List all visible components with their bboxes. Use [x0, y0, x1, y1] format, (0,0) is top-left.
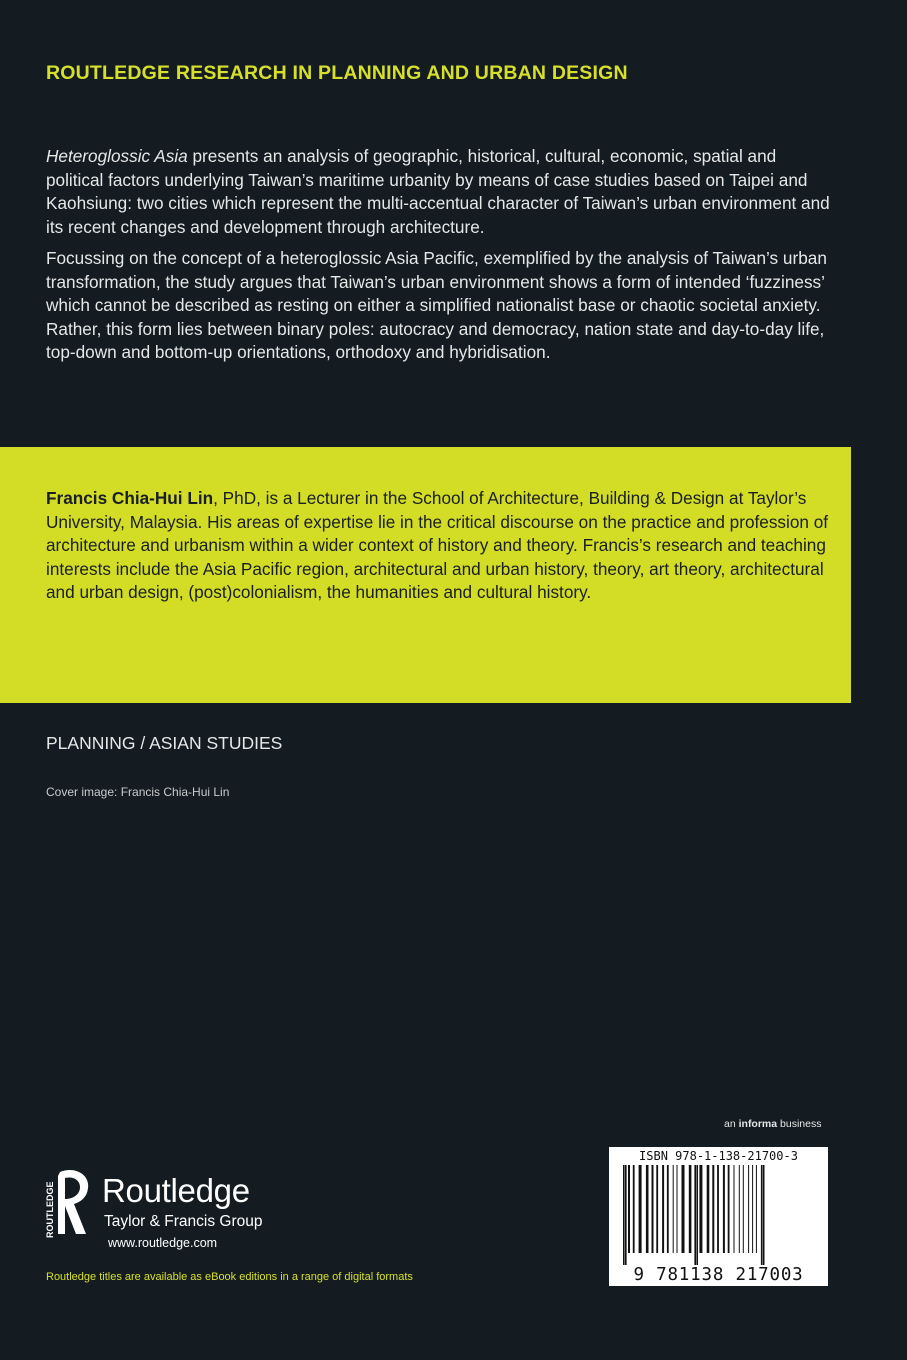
- barcode-guard-bar: [761, 1165, 763, 1265]
- barcode-bars-icon: [609, 1165, 828, 1265]
- author-bio-band: [0, 447, 851, 703]
- barcode-bar: [756, 1165, 757, 1253]
- informa-brand: informa: [738, 1118, 778, 1130]
- barcode-bar: [699, 1165, 702, 1253]
- barcode-bar: [673, 1165, 674, 1253]
- barcode-guard-bar: [696, 1165, 698, 1265]
- routledge-vertical-wordmark: ROUTLEDGE: [45, 1181, 55, 1238]
- book-description: [46, 145, 836, 373]
- barcode-bar: [646, 1165, 649, 1253]
- author-bio: [46, 487, 836, 605]
- barcode-bar: [628, 1165, 630, 1253]
- barcode-digits: 9 781138 217003: [633, 1265, 804, 1285]
- isbn-label: ISBN 978-1-138-21700-3: [639, 1149, 798, 1163]
- cover-image-credit: Cover image: Francis Chia-Hui Lin: [46, 785, 230, 799]
- barcode-guard-bar: [763, 1165, 765, 1265]
- book-title-italic: Heteroglossic Asia: [46, 146, 188, 166]
- barcode-bar: [682, 1165, 685, 1253]
- description-paragraph-2: Focussing on the concept of a heteroglossic Asia Pacific, exemplified by the analysis of Taiwan’s urban transformation, the study argues that Taiwan’s urban environment shows a form of intended ‘fuzziness’ which cannot be described as resting on either a simplified nationalist base or chaotic societal anxiety. Rather, this form lies between binary poles: autocracy and democracy, nation state and day-to-day life, top-down and bottom-up orientations, orthodoxy and hybridisation.: [46, 248, 827, 362]
- barcode-bar: [728, 1165, 730, 1253]
- barcode-bar: [717, 1165, 719, 1253]
- barcode-bar: [739, 1165, 740, 1253]
- ebook-availability-note: Routledge titles are available as eBook editions in a range of digital formats: [46, 1271, 413, 1283]
- barcode-bar: [633, 1165, 635, 1253]
- publisher-name: Routledge: [102, 1172, 250, 1209]
- barcode-bar: [748, 1165, 749, 1253]
- isbn-barcode: [609, 1147, 828, 1286]
- description-paragraph-1-text: presents an analysis of geographic, historical, cultural, economic, spatial and political factors underlying Taiwan’s maritime urbanity by means of case studies based on Taipei and Kaohsiung: two cities which represent the multi-accentual character of Taiwan’s urban environment and its recent changes and development through architecture.: [46, 146, 830, 237]
- informa-tagline: [724, 1118, 821, 1130]
- routledge-logo-icon: [44, 1168, 96, 1240]
- barcode-bar: [662, 1165, 664, 1253]
- informa-prefix: an: [724, 1118, 739, 1130]
- barcode-bar: [652, 1165, 654, 1253]
- series-title: ROUTLEDGE RESEARCH IN PLANNING AND URBAN DESIGN: [46, 62, 628, 84]
- barcode-guard-bar: [625, 1165, 627, 1265]
- barcode-bar: [707, 1165, 710, 1253]
- barcode-bar: [712, 1165, 714, 1253]
- publisher-group: Taylor & Francis Group: [104, 1213, 263, 1230]
- barcode-bar: [743, 1165, 744, 1253]
- barcode-guard-bar: [694, 1165, 696, 1265]
- publisher-url: www.routledge.com: [108, 1236, 218, 1250]
- barcode-bar: [667, 1165, 669, 1253]
- barcode-bar: [677, 1165, 678, 1253]
- informa-suffix: business: [777, 1118, 822, 1130]
- barcode-bar: [656, 1165, 658, 1253]
- barcode-bar: [734, 1165, 735, 1253]
- author-name: Francis Chia-Hui Lin: [46, 488, 214, 508]
- barcode-bar: [639, 1165, 642, 1253]
- barcode-bar: [689, 1165, 692, 1253]
- barcode-guard-bar: [623, 1165, 625, 1265]
- barcode-bar: [752, 1165, 753, 1253]
- author-bio-text: , PhD, is a Lecturer in the School of Architecture, Building & Design at Taylor’s University, Malaysia. His areas of expertise lie in the critical discourse on the practice and profession of architecture and urbanism within a wider context of history and theory. Francis’s research and teaching interests include the Asia Pacific region, architectural and urban history, theory, art theory, architectural and urban design, (post)colonialism, the humanities and cultural history.: [46, 488, 829, 602]
- description-paragraph-1: [46, 145, 836, 239]
- subject-category: PLANNING / ASIAN STUDIES: [46, 733, 283, 753]
- barcode-bar: [723, 1165, 725, 1253]
